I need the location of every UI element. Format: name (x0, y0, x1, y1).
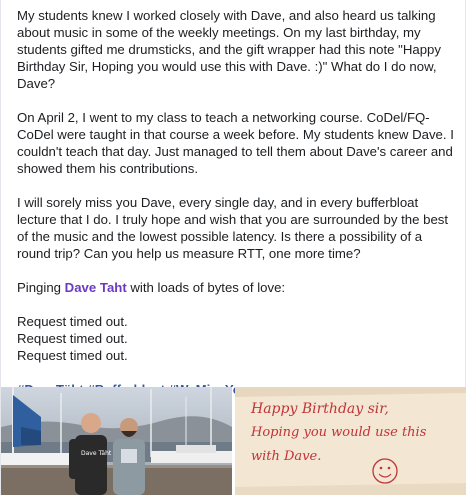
post-paragraph-1: My students knew I worked closely with Dave, and also heard us talking about music in some of the weekly meetings. On my last birthday, my students gifted me drumsticks, and the gift wrapper had this note "Happy Birthday Sir, Hoping you would use this with Dave. :)" What do I do now, Dave? (17, 8, 441, 91)
post-body (1, 0, 465, 398)
timeout-line: Request timed out. (17, 348, 128, 363)
paragraph-gap (17, 296, 454, 313)
marina-photo-drawing (1, 387, 232, 495)
post-paragraph-2: On April 2, I went to my class to teach a networking course. CoDel/FQ-CoDel were taught in that course a week before. My students knew Dave. I couldn't teach that day. Just managed to tell them about Dave's career and showed them his contributions. (17, 110, 454, 176)
ping-line (17, 279, 454, 296)
note-line-1: Happy Birthday sir, (251, 401, 389, 417)
mention-link-dave-taht[interactable]: Dave Taht (64, 280, 127, 295)
paragraph-gap (17, 364, 454, 381)
photo-marina-two-men[interactable] (1, 387, 232, 495)
timeout-line: Request timed out. (17, 331, 128, 346)
paragraph-gap (17, 262, 454, 279)
photo-grid (1, 387, 466, 495)
timeout-line: Request timed out. (17, 314, 128, 329)
ping-suffix: with loads of bytes of love: (126, 280, 286, 295)
paragraph-gap (17, 177, 454, 194)
shirt-text: Dave Täht (81, 450, 112, 457)
photo-birthday-note[interactable] (235, 387, 466, 495)
note-line-3: with Dave. (251, 449, 322, 464)
post-paragraph-3: I will sorely miss you Dave, every single day, and in every bufferbloat lecture that I do. I truly hope and wish that you are surrounded by the best of the music and the lowest possible latency. Is there a possibility of a round trip? Can you help us measure RTT, one more time? (17, 195, 449, 261)
paragraph-gap (17, 92, 454, 109)
note-line-2: Hoping you would use this (251, 425, 427, 440)
ping-prefix: Pinging (17, 280, 65, 295)
